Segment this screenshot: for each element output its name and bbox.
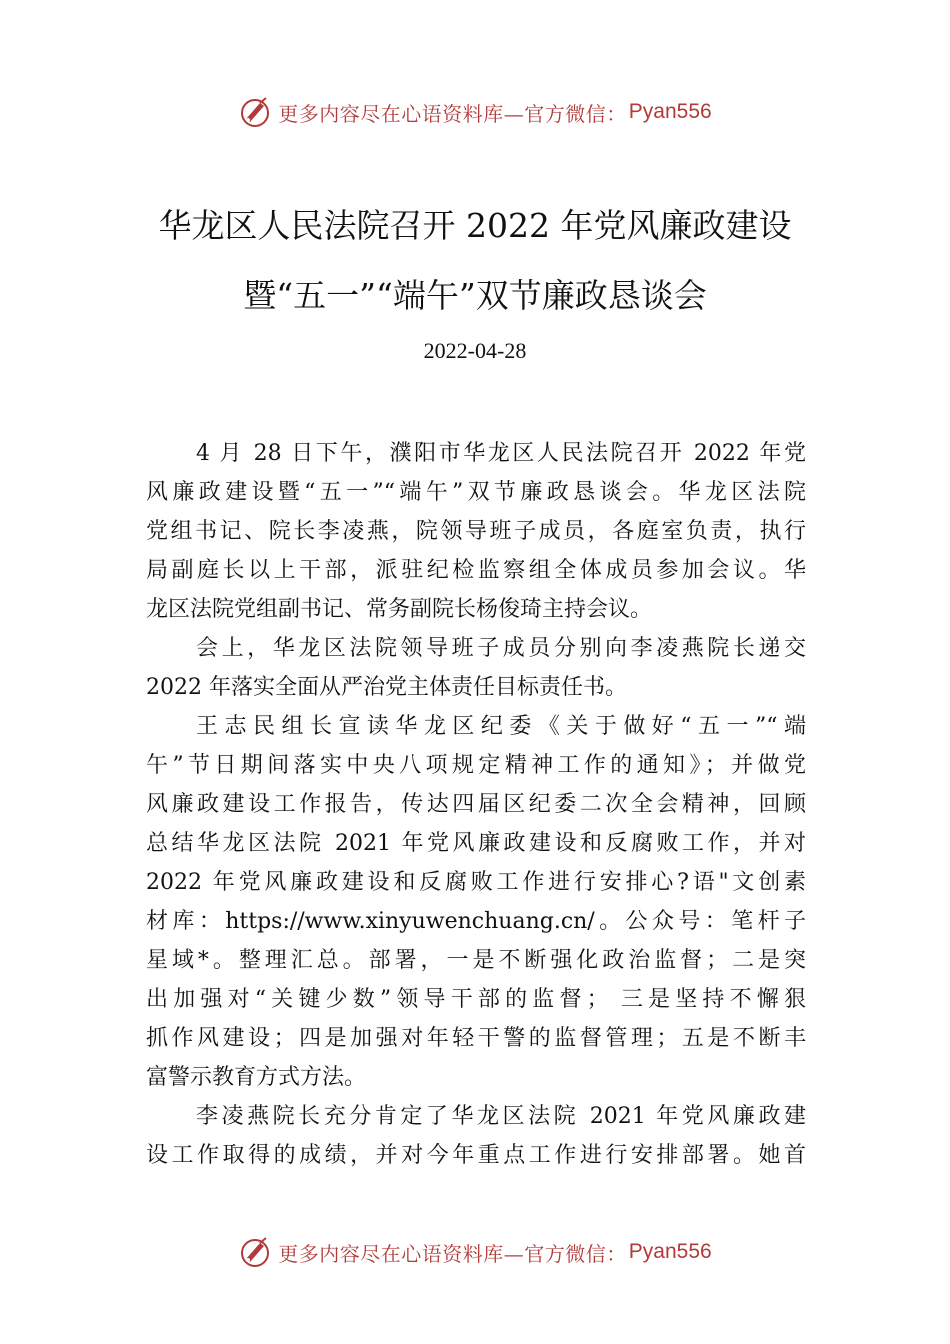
body-line: 总结华龙区法院 2021 年党风廉政建设和反腐败工作，并对 (146, 831, 806, 856)
watermark-wechat-id: Pyan556 (628, 100, 712, 123)
body-line: 党组书记、院长李凌燕，院领导班子成员，各庭室负责，执行 (146, 519, 806, 544)
body-line: 风廉政建设工作报告，传达四届区纪委二次全会精神，回顾 (146, 792, 806, 817)
body-line: 出加强对“关键少数”领导干部的监督； 三是坚持不懈狠 (146, 987, 806, 1012)
body-line: 材库：https://www.xinyuwenchuang.cn/。公众号：笔杆子 (146, 909, 806, 934)
body-line: 李凌燕院长充分肯定了华龙区法院 2021 年党风廉政建 (196, 1104, 806, 1129)
body-line: 设工作取得的成绩，并对今年重点工作进行安排部署。她首 (146, 1143, 806, 1168)
watermark-text: 更多内容尽在心语资料库—官方微信： (278, 1241, 627, 1266)
article-body (146, 434, 806, 1175)
body-line: 4 月 28 日下午，濮阳市华龙区人民法院召开 2022 年党 (196, 441, 806, 466)
watermark-banner-top (0, 92, 950, 132)
body-line: 2022 年落实全面从严治党主体责任目标责任书。 (146, 675, 627, 700)
watermark-text: 更多内容尽在心语资料库—官方微信： (278, 101, 627, 126)
body-line: 富警示教育方式方法。 (146, 1065, 367, 1090)
pen-nib-circle-icon (238, 95, 272, 129)
article-date: 2022-04-28 (423, 338, 527, 363)
body-line: 会上，华龙区法院领导班子成员分别向李凌燕院长递交 (196, 636, 806, 661)
body-line: 星域*。整理汇总。部署，一是不断强化政治监督；二是突 (146, 948, 806, 973)
body-line: 风廉政建设暨“五一”“端午”双节廉政恳谈会。华龙区法院 (146, 480, 806, 505)
body-line: 龙区法院党组副书记、常务副院长杨俊琦主持会议。 (146, 597, 653, 622)
article-title-line-2: 暨“五一”“端午”双节廉政恳谈会 (243, 276, 707, 315)
body-line: 午”节日期间落实中央八项规定精神工作的通知》；并做党 (146, 753, 806, 778)
body-line: 局副庭长以上干部，派驻纪检监察组全体成员参加会议。华 (146, 558, 806, 583)
article-title-line-1: 华龙区人民法院召开 2022 年党风廉政建设 (158, 206, 792, 245)
body-line: 抓作风建设；四是加强对年轻干警的监督管理；五是不断丰 (146, 1026, 806, 1051)
body-line: 2022 年党风廉政建设和反腐败工作进行安排心?语"文创素 (146, 870, 806, 895)
watermark-banner-bottom (0, 1232, 950, 1272)
pen-nib-circle-icon (238, 1235, 272, 1269)
watermark-wechat-id: Pyan556 (628, 1240, 712, 1263)
body-line: 王志民组长宣读华龙区纪委《关于做好“五一”“端 (196, 714, 806, 739)
